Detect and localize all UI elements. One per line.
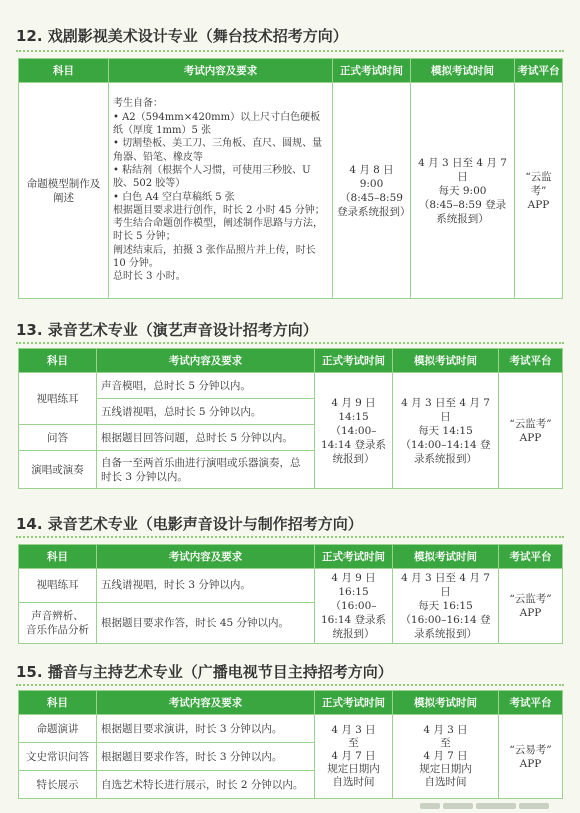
divider	[16, 684, 564, 686]
table-row	[19, 373, 563, 399]
section-14-title: 14. 录音艺术专业（电影声音设计与制作招考方向）	[16, 514, 363, 533]
divider	[16, 342, 564, 344]
content-cell: 考生自备： • A2（594mm×420mm）以上尺寸白色硬板纸（厚度 1mm）5 张 • 切割垫板、美工刀、三角板、直尺、圆规、量角器、铅笔、橡皮等 • 粘结剂（根据个人习惯，可使用三秒胶、U 胶、502 胶等） • 白色 A4 空白草稿纸 5 张 根据题目要求进行创作，时长 2 小时 45 分钟； 考生结合命题创作模型，阐述制作思路与方法，时长 5 分钟； 阐述结束后，拍摄 3 张作品照片并上传，时长 10 分钟。 总时长 3 小时。	[109, 83, 333, 299]
header-content: 考试内容及要求	[97, 691, 315, 715]
subject-cell: 文史常识问答	[19, 743, 97, 771]
header-subject: 科目	[19, 349, 97, 373]
section-13-title: 13. 录音艺术专业（演艺声音设计招考方向）	[16, 320, 318, 339]
subject-cell: 演唱或演奏	[19, 451, 97, 489]
header-mock-time: 模拟考试时间	[393, 691, 499, 715]
table-row	[19, 83, 563, 299]
content-cell: 根据题目要求演讲，时长 3 分钟以内。	[97, 715, 315, 743]
header-mock-time: 模拟考试时间	[393, 545, 499, 569]
watermark	[420, 794, 570, 804]
section-15-title: 15. 播音与主持艺术专业（广播电视节目主持招考方向）	[16, 662, 393, 681]
content-cell: 根据题目要求作答，时长 3 分钟以内。	[97, 743, 315, 771]
content-cell: 自备一至两首乐曲进行演唱或乐器演奏，总时长 3 分钟以内。	[97, 451, 315, 489]
mock-time-cell: 4 月 3 日至 4 月 7 日 每天 9:00 （8:45–8:59 登录系统报到）	[411, 83, 515, 299]
platform-cell: “云监考” APP	[499, 373, 563, 489]
content-cell: 五线谱视唱，时长 3 分钟以内。	[97, 569, 315, 603]
header-platform: 考试平台	[499, 691, 563, 715]
table-header-row	[19, 59, 563, 83]
table-row	[19, 715, 563, 743]
content-cell: 五线谱视唱，总时长 5 分钟以内。	[97, 399, 315, 425]
section-12-title: 12. 戏剧影视美术设计专业（舞台技术招考方向）	[16, 26, 348, 45]
formal-time-cell: 4 月 9 日 14:15 （14:00–14:14 登录系统报到）	[315, 373, 393, 489]
table-header-row	[19, 691, 563, 715]
header-platform: 考试平台	[499, 545, 563, 569]
header-subject: 科目	[19, 691, 97, 715]
header-mock-time: 模拟考试时间	[411, 59, 515, 83]
table-header-row	[19, 545, 563, 569]
header-mock-time: 模拟考试时间	[393, 349, 499, 373]
content-cell: 根据题目回答问题，总时长 5 分钟以内。	[97, 425, 315, 451]
formal-time-cell: 4 月 9 日 16:15 （16:00–16:14 登录系统报到）	[315, 569, 393, 644]
mock-time-cell: 4 月 3 日至 4 月 7 日 每天 16:15 （16:00–16:14 登录系统报到）	[393, 569, 499, 644]
table-header-row	[19, 349, 563, 373]
formal-time-cell: 4 月 8 日 9:00 （8:45–8:59 登录系统报到）	[333, 83, 411, 299]
formal-time-cell: 4 月 3 日 至 4 月 7 日 规定日期内 自选时间	[315, 715, 393, 799]
exam-table-13	[18, 348, 563, 489]
subject-cell: 视唱练耳	[19, 569, 97, 603]
header-subject: 科目	[19, 59, 109, 83]
header-content: 考试内容及要求	[97, 545, 315, 569]
subject-cell: 命题模型制作及阐述	[19, 83, 109, 299]
subject-cell: 视唱练耳	[19, 373, 97, 425]
header-platform: 考试平台	[499, 349, 563, 373]
exam-table-12	[18, 58, 563, 299]
table-row	[19, 569, 563, 603]
subject-cell: 命题演讲	[19, 715, 97, 743]
content-cell: 根据题目要求作答，时长 45 分钟以内。	[97, 602, 315, 643]
platform-cell: “云易考” APP	[499, 715, 563, 799]
header-formal-time: 正式考试时间	[315, 545, 393, 569]
content-cell: 声音模唱，总时长 5 分钟以内。	[97, 373, 315, 399]
header-formal-time: 正式考试时间	[315, 691, 393, 715]
subject-cell: 声音辨析、 音乐作品分析	[19, 602, 97, 643]
divider	[16, 50, 564, 52]
platform-cell: “云监考” APP	[515, 83, 563, 299]
subject-cell: 问答	[19, 425, 97, 451]
exam-table-15	[18, 690, 563, 799]
mock-time-cell: 4 月 3 日 至 4 月 7 日 规定日期内 自选时间	[393, 715, 499, 799]
subject-cell: 特长展示	[19, 771, 97, 799]
platform-cell: “云监考” APP	[499, 569, 563, 644]
header-content: 考试内容及要求	[109, 59, 333, 83]
header-platform: 考试平台	[515, 59, 563, 83]
header-formal-time: 正式考试时间	[333, 59, 411, 83]
exam-table-14	[18, 544, 563, 644]
header-subject: 科目	[19, 545, 97, 569]
content-cell: 自选艺术特长进行展示，时长 2 分钟以内。	[97, 771, 315, 799]
mock-time-cell: 4 月 3 日至 4 月 7 日 每天 14:15 （14:00–14:14 登录系统报到）	[393, 373, 499, 489]
header-content: 考试内容及要求	[97, 349, 315, 373]
divider	[16, 536, 564, 538]
header-formal-time: 正式考试时间	[315, 349, 393, 373]
